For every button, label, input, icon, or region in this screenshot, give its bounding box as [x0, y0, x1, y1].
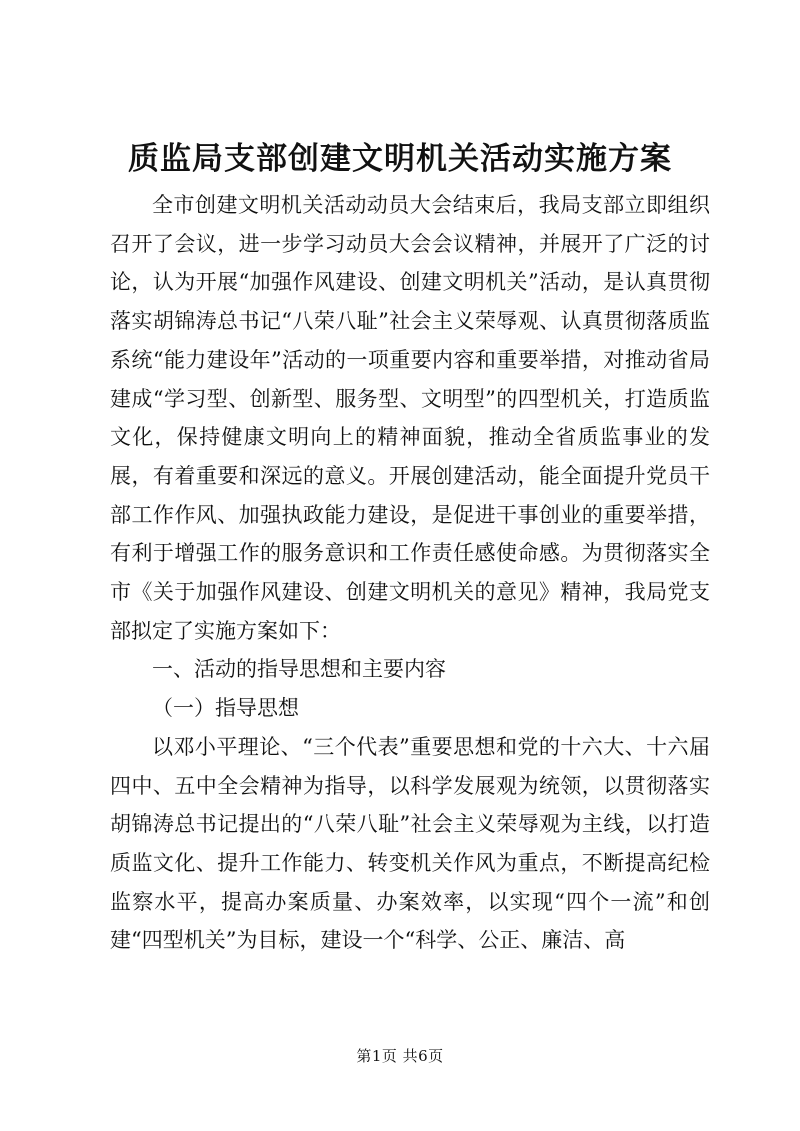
page-indicator: 第1页 共6页 — [356, 1047, 444, 1065]
section-heading: 一、活动的指导思想和主要内容 — [152, 657, 446, 682]
subsection-heading: （一）指导思想 — [152, 696, 299, 721]
document-body — [110, 186, 710, 960]
document-title: 质监局支部创建文明机关活动实施方案 — [128, 141, 672, 177]
intro-paragraph: 全市创建文明机关活动动员大会结束后，我局支部立即组织召开了会议，进一步学习动员大会会议精神，并展开了广泛的讨论，认为开展“加强作风建设、创建文明机关”活动，是认真贯彻落实胡锦涛总书记“八荣八耻”社会主义荣辱观、认真贯彻落质监系统“能力建设年”活动的一项重要内容和重要举措，对推动省局建成“学习型、创新型、服务型、文明型”的四型机关，打造质监文化，保持健康文明向上的精神面貌，推动全省质监事业的发展，有着重要和深远的意义。开展创建活动，能全面提升党员干部工作作风、加强执政能力建设，是促进干事创业的重要举措，有利于增强工作的服务意识和工作责任感使命感。为贯彻落实全市《关于加强作风建设、创建文明机关的意见》精神，我局党支部拟定了实施方案如下： — [110, 193, 710, 643]
guiding-ideology-paragraph: 以邓小平理论、“三个代表”重要思想和党的十六大、十六届四中、五中全会精神为指导，以科学发展观为统领，以贯彻落实胡锦涛总书记提出的“八荣八耻”社会主义荣辱观为主线，以打造质监文化、提升工作能力、转变机关作风为重点，不断提高纪检监察水平，提高办案质量、办案效率，以实现“四个一流”和创建“四型机关”为目标，建设一个“科学、公正、廉洁、高 — [110, 734, 710, 953]
